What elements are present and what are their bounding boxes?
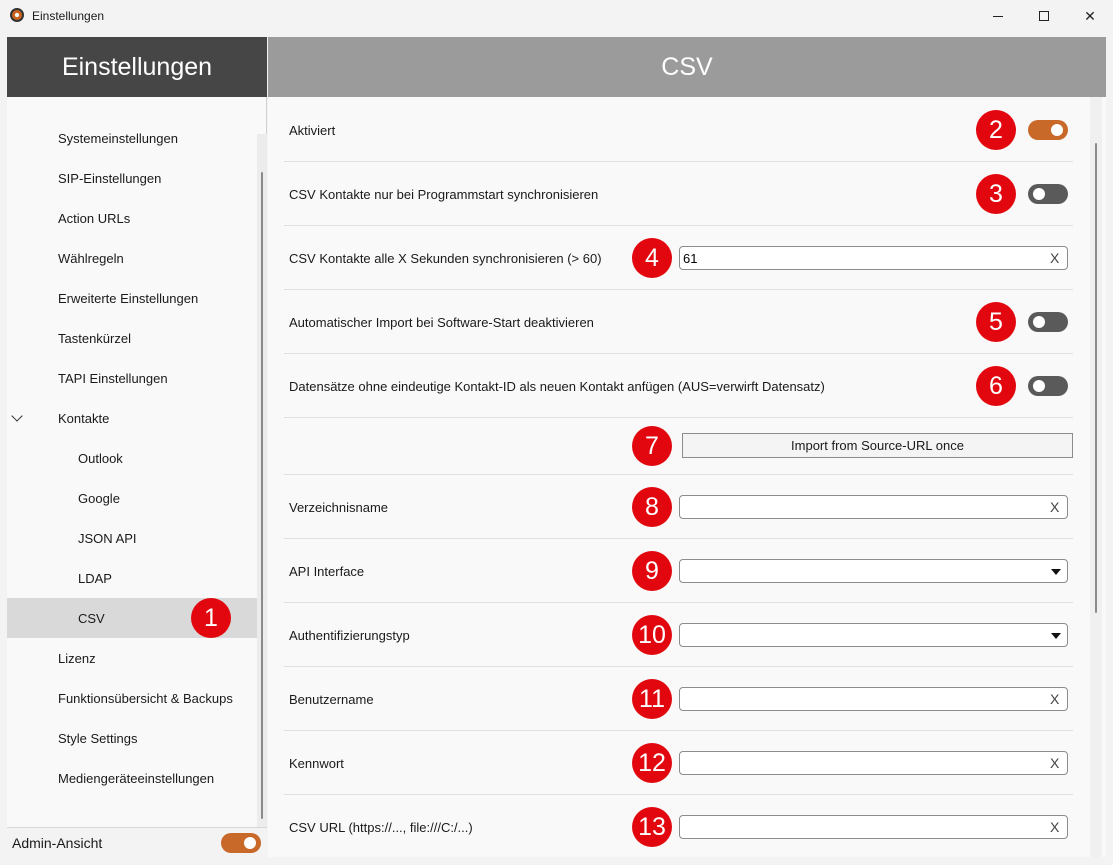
main-scrollbar[interactable] (1090, 97, 1102, 857)
annotation-badge-4: 4 (632, 238, 672, 278)
setting-label: CSV Kontakte nur bei Programmstart synchronisieren (289, 187, 599, 202)
sidebar-item-label: Systemeinstellungen (58, 130, 178, 146)
setting-row-username (284, 667, 1073, 731)
caret-down-icon (1051, 633, 1061, 639)
sidebar-item-mediengeraeteeinstellungen[interactable] (7, 758, 257, 798)
app-logo-icon (10, 8, 24, 22)
sidebar-item-label: JSON API (78, 530, 137, 546)
setting-label: Automatischer Import bei Software-Start deaktivieren (289, 315, 594, 330)
setting-row-import (284, 418, 1073, 475)
title-bar (0, 0, 1113, 32)
annotation-badge-7: 7 (632, 426, 672, 466)
setting-row-auth-type (284, 603, 1073, 667)
sidebar-item-systemeinstellungen[interactable] (7, 118, 257, 158)
annotation-badge-13: 13 (632, 807, 672, 847)
auth-type-dropdown[interactable] (679, 623, 1068, 647)
setting-row-auto-import (284, 290, 1073, 354)
append-records-toggle[interactable] (1028, 376, 1068, 396)
sidebar-item-outlook[interactable] (7, 438, 257, 478)
sidebar-item-label: Funktionsübersicht & Backups (58, 690, 233, 706)
aktiviert-toggle[interactable] (1028, 120, 1068, 140)
api-interface-dropdown[interactable] (679, 559, 1068, 583)
sidebar-item-erweiterte-einstellungen[interactable] (7, 278, 257, 318)
sidebar-item-kontakte[interactable] (7, 398, 257, 438)
setting-row-password (284, 731, 1073, 795)
directory-name-input[interactable] (679, 495, 1068, 519)
annotation-badge-11: 11 (632, 679, 672, 719)
sidebar-item-sip-einstellungen[interactable] (7, 158, 257, 198)
toggle-knob (1051, 124, 1063, 136)
close-button[interactable] (1067, 0, 1113, 32)
setting-label: Verzeichnisname (289, 500, 388, 515)
clear-icon[interactable]: X (1050, 499, 1060, 515)
sidebar-item-label: SIP-Einstellungen (58, 170, 162, 186)
setting-label: Kennwort (289, 756, 344, 771)
clear-icon[interactable]: X (1050, 250, 1060, 266)
annotation-badge-9: 9 (632, 551, 672, 591)
sidebar (7, 37, 267, 857)
annotation-badge-1: 1 (191, 598, 231, 638)
setting-label: CSV Kontakte alle X Sekunden synchronisieren (> 60) (289, 251, 602, 266)
annotation-badge-3: 3 (976, 174, 1016, 214)
caret-down-icon (1051, 569, 1061, 575)
toggle-knob (1033, 188, 1045, 200)
annotation-badge-5: 5 (976, 302, 1016, 342)
sidebar-item-ldap[interactable] (7, 558, 257, 598)
annotation-badge-12: 12 (632, 743, 672, 783)
setting-row-directory-name (284, 475, 1073, 539)
maximize-icon (1039, 11, 1049, 21)
setting-row-aktiviert (284, 98, 1073, 162)
setting-row-sync-start (284, 162, 1073, 226)
setting-row-csv-url (284, 795, 1073, 857)
sidebar-item-label: LDAP (78, 570, 112, 586)
setting-label: CSV URL (https://..., file:///C:/...) (289, 820, 473, 835)
sidebar-item-label: Tastenkürzel (58, 330, 131, 346)
setting-row-api-interface (284, 539, 1073, 603)
setting-label: Benutzername (289, 692, 374, 707)
sync-start-toggle[interactable] (1028, 184, 1068, 204)
sidebar-item-style-settings[interactable] (7, 718, 257, 758)
sidebar-item-label: Google (78, 490, 120, 506)
page-title: CSV (268, 37, 1106, 97)
username-input[interactable] (679, 687, 1068, 711)
minimize-icon (993, 16, 1003, 17)
window-title: Einstellungen (32, 9, 105, 23)
sidebar-item-funktionsuebersicht-backups[interactable] (7, 678, 257, 718)
sidebar-item-label: Kontakte (58, 410, 110, 426)
sidebar-item-label: Outlook (78, 450, 123, 466)
sidebar-item-action-urls[interactable] (7, 198, 257, 238)
main-scrollbar-thumb[interactable] (1095, 143, 1097, 613)
toggle-knob (244, 837, 256, 849)
annotation-badge-2: 2 (976, 110, 1016, 150)
sidebar-item-label: Mediengeräteeinstellungen (58, 770, 215, 786)
annotation-badge-10: 10 (632, 615, 672, 655)
sidebar-scrollbar[interactable] (257, 134, 267, 837)
admin-view-label: Admin-Ansicht (12, 834, 103, 851)
sidebar-item-label: TAPI Einstellungen (58, 370, 168, 386)
admin-view-bar (7, 827, 267, 857)
sidebar-item-tapi-einstellungen[interactable] (7, 358, 257, 398)
sidebar-item-csv[interactable] (7, 598, 257, 638)
sidebar-nav (7, 118, 257, 798)
sync-interval-input[interactable] (679, 246, 1068, 270)
sidebar-item-waehlregeln[interactable] (7, 238, 257, 278)
clear-icon[interactable]: X (1050, 819, 1060, 835)
setting-label: Datensätze ohne eindeutige Kontakt-ID als neuen Kontakt anfügen (AUS=verwirft Datensatz) (289, 379, 825, 394)
maximize-button[interactable] (1021, 0, 1067, 32)
toggle-knob (1033, 316, 1045, 328)
auto-import-toggle[interactable] (1028, 312, 1068, 332)
sidebar-item-lizenz[interactable] (7, 638, 257, 678)
sidebar-item-label: Style Settings (58, 730, 138, 746)
setting-label: Aktiviert (289, 123, 336, 138)
close-icon: ✕ (1084, 7, 1096, 24)
sidebar-scrollbar-thumb[interactable] (261, 172, 263, 819)
password-input[interactable] (679, 751, 1068, 775)
window-bottom-edge (0, 857, 1113, 865)
main-panel (268, 37, 1106, 857)
sidebar-item-label: Wählregeln (58, 250, 124, 266)
sidebar-item-label: Lizenz (58, 650, 96, 666)
setting-row-append-records (284, 354, 1073, 418)
annotation-badge-8: 8 (632, 487, 672, 527)
sidebar-item-json-api[interactable] (7, 518, 257, 558)
clear-icon[interactable]: X (1050, 755, 1060, 771)
chevron-down-icon[interactable] (11, 410, 22, 421)
csv-url-input[interactable] (679, 815, 1068, 839)
sidebar-item-label: Action URLs (58, 210, 131, 226)
sidebar-item-label: CSV (78, 610, 105, 626)
minimize-button[interactable] (975, 0, 1021, 32)
toggle-knob (1033, 380, 1045, 392)
setting-row-sync-interval (284, 226, 1073, 290)
setting-label: Authentifizierungstyp (289, 628, 410, 643)
sidebar-item-tastenkuerzel[interactable] (7, 318, 257, 358)
admin-view-toggle[interactable] (221, 833, 261, 853)
import-source-url-button[interactable]: Import from Source-URL once (682, 433, 1073, 458)
sidebar-item-google[interactable] (7, 478, 257, 518)
sidebar-title: Einstellungen (7, 37, 267, 97)
clear-icon[interactable]: X (1050, 691, 1060, 707)
annotation-badge-6: 6 (976, 366, 1016, 406)
setting-label: API Interface (289, 564, 365, 579)
sidebar-item-label: Erweiterte Einstellungen (58, 290, 199, 306)
